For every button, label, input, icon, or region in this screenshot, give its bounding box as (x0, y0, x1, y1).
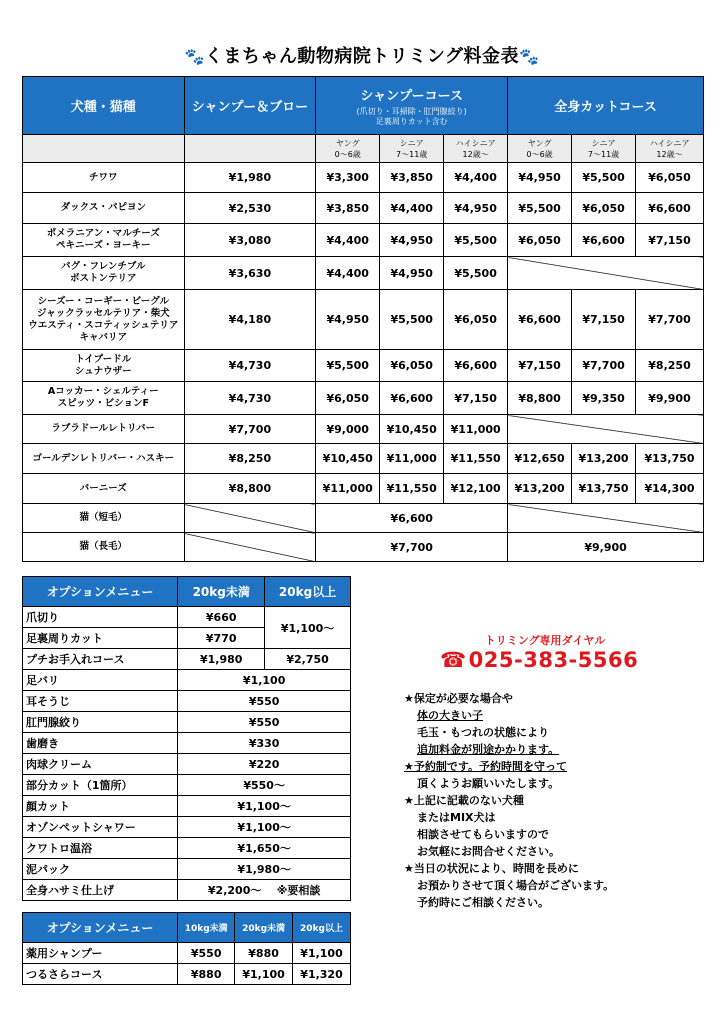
note-line: ★当日の状況により、時間を長めに (404, 862, 579, 875)
breed-cell: シーズー・コーギー・ビーグル ジャックラッセルテリア・柴犬 ウエスティ・スコティッシュテリア キャバリア (23, 290, 185, 350)
note-line: 毛玉・もつれの状態により (417, 726, 549, 739)
price-cell: ¥4,950 (316, 290, 380, 350)
option-price: ¥1,100〜 (178, 796, 351, 817)
option-name: オゾンペットシャワー (23, 817, 178, 838)
price-cell: ¥3,850 (380, 163, 444, 193)
option-row (23, 607, 351, 628)
breed-cell: バーニーズ (23, 474, 185, 504)
not-available-cell (508, 504, 704, 533)
price-cell: ¥5,500 (380, 290, 444, 350)
price-cell: ¥6,050 (572, 193, 636, 224)
breed-cell: 猫（短毛） (23, 504, 185, 533)
option-row (23, 964, 351, 985)
note-line: お預かりさせて頂く場合がございます。 (417, 879, 615, 892)
header-shampoo-course-title: シャンプーコース (360, 88, 464, 104)
option-price: ¥220 (178, 754, 351, 775)
header-full-cut: 全身カットコース (508, 77, 704, 135)
breed-cell: ダックス・パピヨン (23, 193, 185, 224)
price-cell: ¥11,000 (316, 474, 380, 504)
option-row (23, 880, 351, 901)
price-cell: ¥7,150 (572, 290, 636, 350)
price-cell: ¥13,200 (508, 474, 572, 504)
price-cell: ¥11,000 (380, 444, 444, 474)
breed-cell: Aコッカー・シェルティー スピッツ・ビションF (23, 382, 185, 415)
option-name: 顔カット (23, 796, 178, 817)
price-cell: ¥6,050 (380, 350, 444, 382)
price-cell: ¥13,200 (572, 444, 636, 474)
blank-cell (184, 135, 316, 163)
price-cell: ¥2,530 (184, 193, 316, 224)
price-cell: ¥7,700 (572, 350, 636, 382)
option-price: ¥1,100〜 (265, 607, 351, 649)
option-name: 爪切り (23, 607, 178, 628)
price-cell: ¥10,450 (316, 444, 380, 474)
option-header-row (23, 913, 351, 943)
page-title (0, 42, 724, 68)
option-price: ¥660 (178, 607, 265, 628)
phone-number-block[interactable] (440, 648, 670, 672)
price-cell: ¥5,500 (444, 257, 508, 290)
table-row (23, 350, 704, 382)
price-cell: ¥10,450 (380, 415, 444, 444)
option-price: ¥1,100 (178, 670, 351, 691)
option-name: 耳そうじ (23, 691, 178, 712)
option-name: 足バリ (23, 670, 178, 691)
price-cell: ¥4,400 (316, 257, 380, 290)
header-shampoo-blow: シャンプー＆ブロー (184, 77, 316, 135)
not-available-cell (184, 504, 316, 533)
age-young: ヤング 0〜6歳 (508, 135, 572, 163)
option-row (23, 817, 351, 838)
option-name: クワトロ温浴 (23, 838, 178, 859)
price-cell: ¥4,950 (380, 257, 444, 290)
option-row (23, 733, 351, 754)
age-high-senior: ハイシニア 12歳〜 (636, 135, 704, 163)
price-cell: ¥7,150 (444, 382, 508, 415)
price-cell: ¥8,250 (184, 444, 316, 474)
age-young: ヤング 0〜6歳 (316, 135, 380, 163)
option-row (23, 775, 351, 796)
table-row (23, 163, 704, 193)
price-cell: ¥6,050 (636, 163, 704, 193)
price-cell: ¥5,500 (572, 163, 636, 193)
price-cell: ¥8,250 (636, 350, 704, 382)
notes-block (404, 690, 704, 911)
table-row (23, 474, 704, 504)
price-cell: ¥7,150 (508, 350, 572, 382)
option-col-under-20kg: 20kg未満 (235, 913, 293, 943)
option-name: 全身ハサミ仕上げ (23, 880, 178, 901)
price-cell: ¥11,550 (444, 444, 508, 474)
price-cell: ¥11,550 (380, 474, 444, 504)
option-name: 薬用シャンプー (23, 943, 178, 964)
header-shampoo-course (316, 77, 508, 135)
price-cell: ¥12,650 (508, 444, 572, 474)
paw-icon: 🐾 (519, 47, 540, 66)
note-line: お気軽にお問合せください。 (417, 845, 560, 858)
table-row (23, 290, 704, 350)
option-price: ¥880 (235, 943, 293, 964)
age-header-row (23, 135, 704, 163)
price-cell: ¥9,350 (572, 382, 636, 415)
breed-cell: ポメラニアン・マルチーズ ペキニーズ・ヨーキー (23, 224, 185, 257)
note-line: ★上記に記載のない犬種 (404, 794, 524, 807)
price-cell: ¥5,500 (316, 350, 380, 382)
table-row (23, 382, 704, 415)
age-senior: シニア 7〜11歳 (380, 135, 444, 163)
price-cell: ¥4,400 (380, 193, 444, 224)
option-price: ¥2,750 (265, 649, 351, 670)
price-cell: ¥6,600 (636, 193, 704, 224)
option-name: 肉球クリーム (23, 754, 178, 775)
not-available-cell (508, 257, 704, 290)
option-row (23, 691, 351, 712)
breed-cell: トイプードル シュナウザー (23, 350, 185, 382)
breed-cell: ラブラドールレトリバー (23, 415, 185, 444)
option-name: 肛門腺絞り (23, 712, 178, 733)
breed-cell: パグ・フレンチブル ボストンテリア (23, 257, 185, 290)
price-cell: ¥7,700 (184, 415, 316, 444)
option-price: ¥1,100 (235, 964, 293, 985)
price-cell: ¥6,050 (316, 382, 380, 415)
price-cell: ¥3,630 (184, 257, 316, 290)
table-row (23, 257, 704, 290)
price-cell: ¥11,000 (444, 415, 508, 444)
option-row (23, 859, 351, 880)
option-menu-table (22, 576, 351, 901)
price-cell: ¥9,900 (508, 533, 704, 562)
option-price: ¥1,980 (178, 649, 265, 670)
price-cell: ¥3,300 (316, 163, 380, 193)
price-cell: ¥7,150 (636, 224, 704, 257)
breed-cell: チワワ (23, 163, 185, 193)
price-cell: ¥6,050 (444, 290, 508, 350)
phone-number[interactable]: 025-383-5566 (468, 648, 639, 672)
option-price: ¥770 (178, 628, 265, 649)
option-row (23, 670, 351, 691)
option-header-row (23, 577, 351, 607)
note-line: 追加料金が別途かかります。 (417, 743, 560, 756)
price-cell: ¥9,000 (316, 415, 380, 444)
option-name: プチお手入れコース (23, 649, 178, 670)
option-price: ¥1,980〜 (178, 859, 351, 880)
price-cell: ¥6,050 (508, 224, 572, 257)
option-row (23, 943, 351, 964)
price-table (22, 76, 704, 562)
option-menu-table-2 (22, 912, 351, 985)
option-price: ¥1,100 (293, 943, 351, 964)
option-price: ¥330 (178, 733, 351, 754)
paw-icon: 🐾 (184, 47, 205, 66)
option-price: ¥1,100〜 (178, 817, 351, 838)
option-row (23, 796, 351, 817)
option-price: ¥550 (178, 943, 235, 964)
note-line: 頂くようお願いいたします。 (417, 777, 560, 790)
option-row (23, 712, 351, 733)
table-row (23, 415, 704, 444)
option-price: ¥550 (178, 691, 351, 712)
option-row (23, 754, 351, 775)
option-row (23, 649, 351, 670)
header-breed: 犬種・猫種 (23, 77, 185, 135)
age-senior: シニア 7〜11歳 (572, 135, 636, 163)
price-cell: ¥4,950 (380, 224, 444, 257)
price-cell: ¥8,800 (184, 474, 316, 504)
consult-note: ※要相談 (276, 884, 321, 897)
option-name: 部分カット（1箇所） (23, 775, 178, 796)
option-header: オプションメニュー (23, 577, 178, 607)
table-header-row (23, 77, 704, 135)
price-cell: ¥9,900 (636, 382, 704, 415)
header-shampoo-course-note: (爪切り・耳掃除・肛門腺絞り) 足裏周りカット含む (356, 106, 467, 126)
price-cell: ¥4,950 (444, 193, 508, 224)
option-price: ¥2,200〜 ※要相談 (178, 880, 351, 901)
note-line: ★予約制です。予約時間を守って (404, 760, 567, 773)
table-row (23, 444, 704, 474)
table-row (23, 504, 704, 533)
age-high-senior: ハイシニア 12歳〜 (444, 135, 508, 163)
price-cell: ¥6,600 (572, 224, 636, 257)
price-cell: ¥14,300 (636, 474, 704, 504)
page-title-text: くまちゃん動物病院トリミング料金表 (204, 46, 520, 67)
price-cell: ¥7,700 (316, 533, 508, 562)
table-row (23, 193, 704, 224)
dial-label: トリミング専用ダイヤル (484, 634, 606, 647)
price-cell: ¥4,180 (184, 290, 316, 350)
price-cell: ¥13,750 (572, 474, 636, 504)
price-cell: ¥3,080 (184, 224, 316, 257)
note-line: またはMIX犬は (417, 811, 496, 824)
telephone-icon: ☎ (440, 648, 467, 672)
option-col-under-20kg: 20kg未満 (178, 577, 265, 607)
option-price: ¥550 (178, 712, 351, 733)
option-col-over-20kg: 20kg以上 (265, 577, 351, 607)
option-col-over-20kg: 20kg以上 (293, 913, 351, 943)
option-name: 歯磨き (23, 733, 178, 754)
breed-cell: ゴールデンレトリバー・ハスキー (23, 444, 185, 474)
not-available-cell (184, 533, 316, 562)
not-available-cell (508, 415, 704, 444)
price-cell: ¥6,600 (444, 350, 508, 382)
price-cell: ¥5,500 (508, 193, 572, 224)
option-price: ¥1,320 (293, 964, 351, 985)
option-row (23, 838, 351, 859)
price-cell: ¥4,730 (184, 382, 316, 415)
note-line: 予約時にご相談ください。 (417, 896, 549, 909)
option-header: オプションメニュー (23, 913, 178, 943)
price-cell: ¥12,100 (444, 474, 508, 504)
price-cell: ¥4,400 (316, 224, 380, 257)
note-line: ★保定が必要な場合や (404, 692, 513, 705)
option-name: つるさらコース (23, 964, 178, 985)
price-cell: ¥6,600 (508, 290, 572, 350)
price-cell: ¥13,750 (636, 444, 704, 474)
table-row (23, 224, 704, 257)
breed-cell: 猫（長毛） (23, 533, 185, 562)
price-cell: ¥4,400 (444, 163, 508, 193)
price-cell: ¥4,950 (508, 163, 572, 193)
option-price: ¥550〜 (178, 775, 351, 796)
price-cell: ¥8,800 (508, 382, 572, 415)
option-name: 泥パック (23, 859, 178, 880)
price-cell: ¥7,700 (636, 290, 704, 350)
price-cell: ¥1,980 (184, 163, 316, 193)
price-cell: ¥6,600 (316, 504, 508, 533)
blank-cell (23, 135, 185, 163)
option-price: ¥880 (178, 964, 235, 985)
option-name: 足裏周りカット (23, 628, 178, 649)
price-cell: ¥3,850 (316, 193, 380, 224)
option-col-under-10kg: 10kg未満 (178, 913, 235, 943)
price-cell: ¥6,600 (380, 382, 444, 415)
table-row (23, 533, 704, 562)
price-cell: ¥5,500 (444, 224, 508, 257)
note-line: 相談させてもらいますので (417, 828, 549, 841)
option-price: ¥1,650〜 (178, 838, 351, 859)
note-line: 体の大きい子 (417, 709, 483, 722)
price-cell: ¥4,730 (184, 350, 316, 382)
